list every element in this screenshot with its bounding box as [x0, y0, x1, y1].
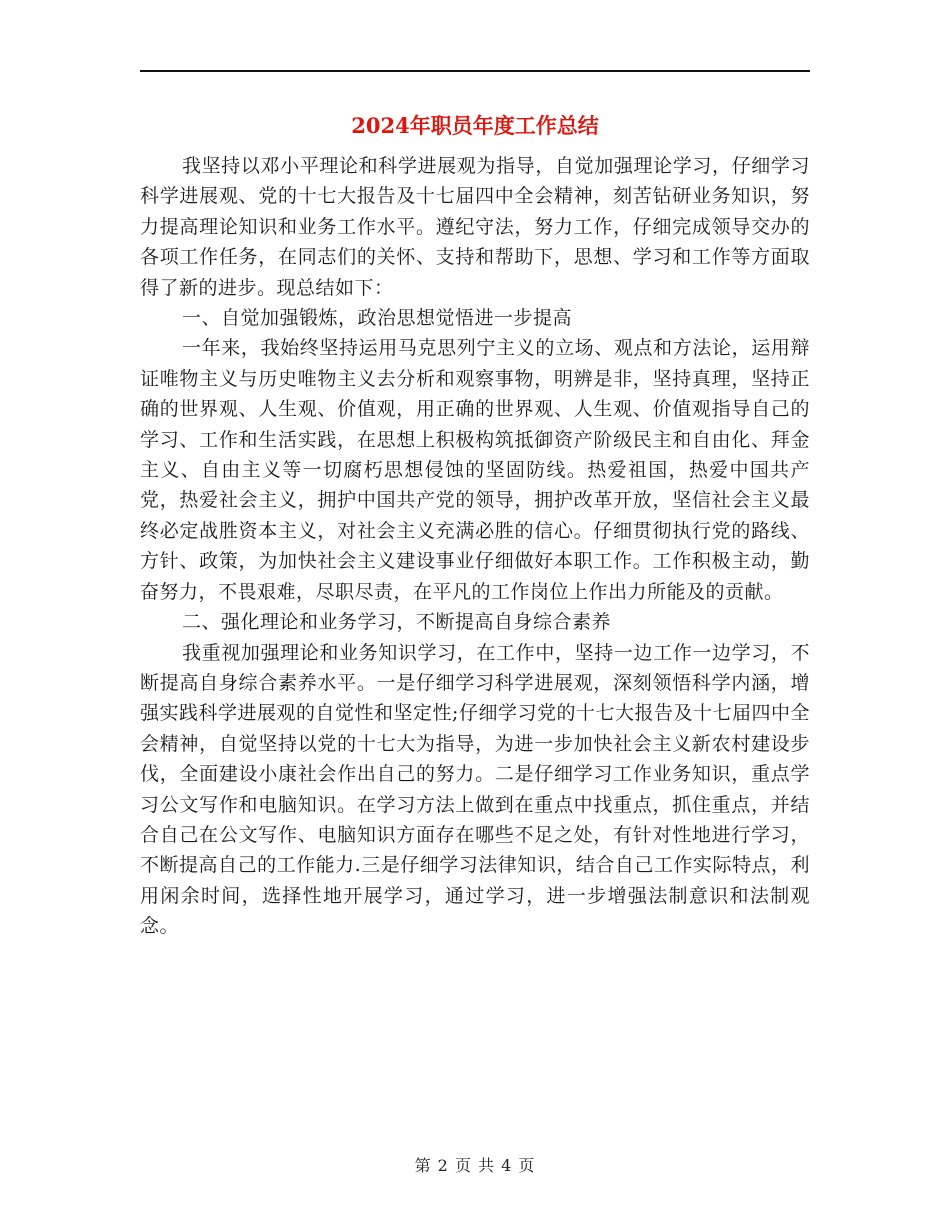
document-body: [140, 151, 810, 942]
section-heading-2: 二、强化理论和业务学习，不断提高自身综合素养: [182, 611, 612, 634]
section-heading-1: 一、自觉加强锻炼，政治思想觉悟进一步提高: [182, 307, 573, 330]
page-number-footer: 第 2 页 共 4 页: [414, 1156, 536, 1175]
document-title: 2024年职员年度工作总结: [351, 113, 599, 138]
intro-paragraph: 我坚持以邓小平理论和科学进展观为指导，自觉加强理论学习，仔细学习科学进展观、党的十七大报告及十七届四中全会精神，刻苦钻研业务知识，努力提高理论知识和业务工作水平。遵纪守法，努力工作，仔细完成领导交办的各项工作任务，在同志们的关怀、支持和帮助下，思想、学习和工作等方面取得了新的进步。现总结如下：: [140, 155, 810, 299]
header-rule: [140, 70, 810, 72]
section-1-paragraph: 一年来，我始终坚持运用马克思列宁主义的立场、观点和方法论，运用辩证唯物主义与历史唯物主义去分析和观察事物，明辨是非，坚持真理，坚持正确的世界观、人生观、价值观，用正确的世界观、人生观、价值观指导自己的学习、工作和生活实践，在思想上积极构筑抵御资产阶级民主和自由化、拜金主义、自由主义等一切腐朽思想侵蚀的坚固防线。热爱祖国，热爱中国共产党，热爱社会主义，拥护中国共产党的领导，拥护改革开放，坚信社会主义最终必定战胜资本主义，对社会主义充满必胜的信心。仔细贯彻执行党的路线、方针、政策，为加快社会主义建设事业仔细做好本职工作。工作积极主动，勤奋努力，不畏艰难，尽职尽责，在平凡的工作岗位上作出力所能及的贡献。: [140, 337, 810, 603]
section-2-paragraph: 我重视加强理论和业务知识学习，在工作中，坚持一边工作一边学习，不断提高自身综合素养水平。一是仔细学习科学进展观，深刻领悟科学内涵，增强实践科学进展观的自觉性和坚定性;仔细学习党的十七大报告及十七届四中全会精神，自觉坚持以党的十七大为指导，为进一步加快社会主义新农村建设步伐，全面建设小康社会作出自己的努力。二是仔细学习工作业务知识，重点学习公文写作和电脑知识。在学习方法上做到在重点中找重点，抓住重点，并结合自己在公文写作、电脑知识方面存在哪些不足之处，有针对性地进行学习，不断提高自己的工作能力.三是仔细学习法律知识，结合自己工作实际特点，利用闲余时间，选择性地开展学习，通过学习，进一步增强法制意识和法制观念。: [140, 641, 810, 938]
